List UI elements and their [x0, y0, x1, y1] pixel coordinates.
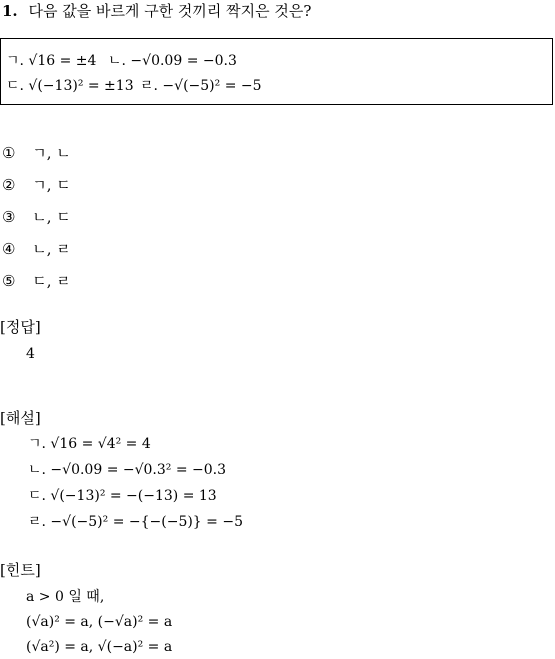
- explanation-line-4: ㄹ. −√(−5)² = −{−(−5)} = −5: [28, 514, 243, 530]
- box-line2-a: ㄷ. √(−13)² = ±13: [6, 78, 134, 94]
- choice-marker: ④: [2, 240, 16, 258]
- explanation-line-3: ㄷ. √(−13)² = −(−13) = 13: [28, 488, 217, 504]
- choice-text: ㄱ, ㄴ: [32, 144, 71, 162]
- box-line1-b: ㄴ. −√0.09 = −0.3: [108, 53, 237, 69]
- hint-line-2: (√a)² = a, (−√a)² = a: [26, 614, 173, 630]
- box-line1-a: ㄱ. √16 = ±4: [6, 53, 97, 69]
- choice-5[interactable]: [2, 274, 71, 289]
- hint-label: [힌트]: [0, 561, 41, 579]
- choice-text: ㄱ, ㄷ: [32, 176, 71, 194]
- condition-box: [0, 38, 553, 105]
- explanation-label: [해설]: [0, 409, 41, 427]
- choice-text: ㄴ, ㄷ: [32, 208, 71, 226]
- choice-marker: ②: [2, 176, 16, 194]
- choice-marker: ⑤: [2, 272, 16, 290]
- choice-2[interactable]: [2, 178, 71, 193]
- box-line2-b: ㄹ. −√(−5)² = −5: [140, 78, 262, 94]
- question: [2, 4, 311, 19]
- answer-label: [정답]: [0, 318, 41, 336]
- question-text: 다음 값을 바르게 구한 것끼리 짝지은 것은?: [28, 2, 312, 20]
- choice-text: ㄷ, ㄹ: [32, 272, 71, 290]
- answer-value: 4: [26, 346, 35, 362]
- hint-line-3: (√a²) = a, √(−a)² = a: [26, 639, 173, 655]
- choice-marker: ①: [2, 144, 16, 162]
- question-number: 1.: [2, 2, 18, 20]
- hint-line-1: a > 0 일 때,: [26, 589, 105, 605]
- explanation-line-1: ㄱ. √16 = √4² = 4: [28, 436, 151, 452]
- choice-4[interactable]: [2, 242, 71, 257]
- choice-3[interactable]: [2, 210, 71, 225]
- choice-marker: ③: [2, 208, 16, 226]
- explanation-line-2: ㄴ. −√0.09 = −√0.3² = −0.3: [28, 462, 227, 478]
- choice-1[interactable]: [2, 146, 71, 161]
- choice-text: ㄴ, ㄹ: [32, 240, 71, 258]
